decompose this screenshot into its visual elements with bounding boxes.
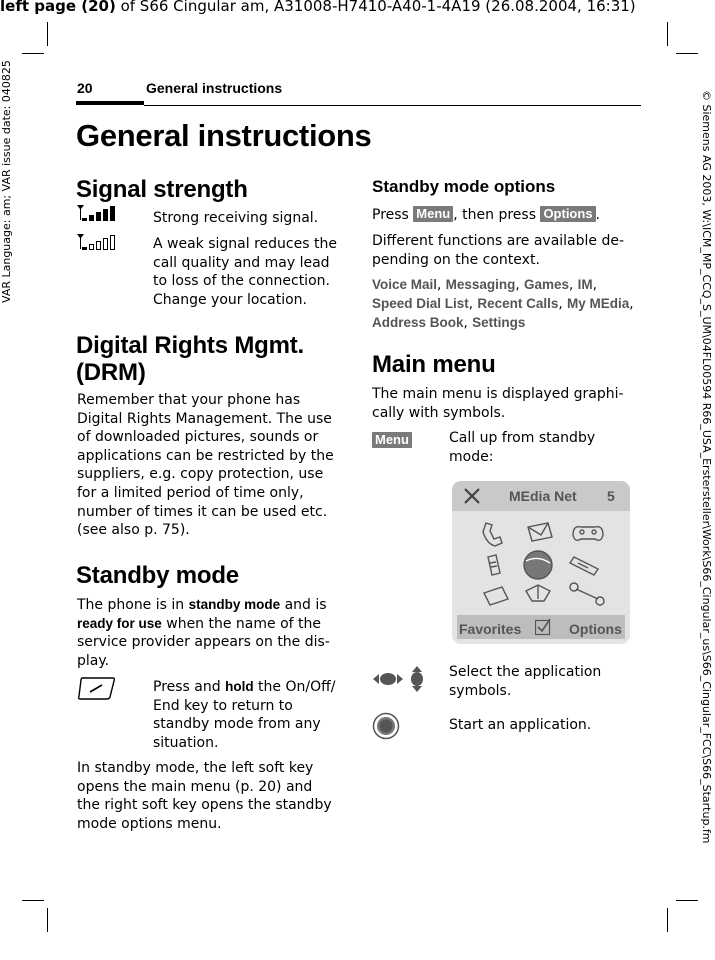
softkey-line: In standby mode, the left soft key — [77, 760, 314, 776]
page-title: General instructions — [76, 118, 372, 153]
end-key-line: the On/Off/ — [253, 679, 336, 695]
header-rule — [144, 105, 641, 106]
side-right-text: © Siemens AG 2003, W:\ICM_MP_CCQ_S_UM\04FL00594 R66_USA_Erstersteller\Work\S66_Cingular_us\S66_Cingular_FCC\S66_Startup.fm — [700, 90, 713, 844]
end-key-line: Press and — [153, 679, 226, 695]
drm-line: number of times it can be used etc. — [77, 503, 328, 520]
crop-mark — [22, 53, 44, 54]
softkey-right-label: Options — [569, 621, 622, 637]
side-left-text: VAR Language: am; VAR issue date: 040825 — [0, 60, 13, 303]
games-icon — [573, 527, 603, 541]
option-item: Voice Mail — [372, 277, 438, 292]
standby-text: service provider appears on the dis- — [77, 634, 330, 651]
messages-icon — [528, 523, 552, 541]
signal-weak-icon — [77, 234, 117, 250]
ready-term: ready for use — [77, 615, 162, 631]
softkey-line: mode options menu. — [77, 815, 222, 832]
press-text: . — [595, 207, 600, 223]
page-header-title: General instructions — [146, 80, 283, 96]
end-key-line: End key to return to — [153, 697, 293, 714]
end-key-line: standby mode from any — [153, 716, 321, 733]
drm-line: for a limited period of time only, — [77, 484, 304, 501]
hold-term: hold — [225, 679, 254, 694]
softkey-line: opens the main menu (p. 20) and — [77, 778, 313, 795]
standby-heading: Standby mode — [76, 562, 239, 589]
call-up-line: mode: — [449, 448, 494, 465]
end-key-text — [153, 678, 335, 752]
start-app-text: Start an application. — [449, 717, 592, 733]
joystick-press-icon — [372, 712, 400, 740]
crop-mark — [667, 22, 668, 46]
option-item: Recent Calls — [477, 295, 559, 311]
crop-mark — [667, 908, 668, 932]
press-text: , then press — [453, 207, 541, 223]
press-text: Press — [372, 207, 414, 223]
signal-strong-text: Strong receiving signal. — [153, 210, 319, 226]
screen-number: 5 — [607, 488, 615, 504]
drm-heading — [76, 332, 304, 386]
end-key-icon — [77, 676, 117, 701]
drm-line: (see also p. 75). — [77, 522, 190, 539]
option-item: Address Book — [372, 314, 464, 330]
select-text — [449, 663, 601, 700]
standby-options-heading: Standby mode options — [372, 177, 556, 196]
address-book-icon — [526, 585, 550, 601]
main-menu-heading: Main menu — [372, 351, 496, 378]
phone-screen — [452, 481, 630, 644]
standby-body — [77, 596, 330, 670]
options-key: Options — [540, 206, 595, 222]
standby-text: when the name of the — [161, 615, 322, 632]
crop-mark — [47, 22, 48, 46]
drm-line: of downloaded pictures, sounds or — [77, 429, 319, 446]
crop-mark — [676, 900, 698, 901]
settings-phone-icon — [488, 555, 500, 575]
call-up-line: Call up from standby — [449, 430, 596, 446]
option-item: My MEdia — [567, 295, 630, 311]
softkey-line: the right soft key opens the standby — [77, 797, 332, 814]
drm-heading-line: (DRM) — [76, 359, 146, 386]
phone-icon — [483, 523, 502, 546]
signal-strong-icon — [77, 205, 117, 221]
press-menu-line — [372, 206, 600, 225]
desc-line: The main menu is displayed graphi- — [372, 386, 624, 402]
option-item: Games — [524, 277, 570, 292]
main-menu-desc — [372, 385, 624, 422]
navigation-key-icon — [372, 665, 428, 693]
drm-heading-line: Digital Rights Mgmt. — [76, 332, 304, 359]
option-item: IM — [577, 277, 593, 292]
header-rule-thick — [76, 101, 144, 105]
drm-body — [77, 391, 334, 540]
crop-mark — [676, 53, 698, 54]
softkey-text — [77, 759, 332, 833]
wrench-icon — [570, 583, 604, 605]
drm-line: applications can be restricted by the — [77, 447, 334, 464]
desc-line: Different functions are available de- — [372, 233, 625, 249]
end-key-line: situation. — [153, 734, 219, 751]
menu-key-marker — [372, 430, 412, 449]
print-header-page: left page (20) — [0, 0, 116, 15]
standby-term: standby mode — [188, 597, 281, 612]
print-header-file: of S66 Cingular am, A31008-H7410-A40-1-4A19 (26.08.2004, 16:31) — [115, 0, 636, 15]
menu-key: Menu — [372, 432, 412, 448]
print-header — [0, 0, 715, 15]
menu-icon-grid — [474, 517, 614, 615]
drm-line: Digital Rights Management. The use — [77, 410, 332, 427]
call-up-text — [449, 429, 595, 466]
checkmark-icon — [535, 617, 551, 636]
drm-line: suppliers, e.g. copy protection, use — [77, 466, 324, 483]
screen-title: MEdia Net — [509, 488, 577, 504]
softkey-left-label: Favorites — [459, 621, 522, 637]
crop-mark — [47, 908, 48, 932]
option-item: Messaging — [445, 277, 516, 292]
crop-mark — [22, 900, 44, 901]
standby-text: The phone is in — [77, 597, 189, 613]
standby-text: play. — [77, 652, 110, 669]
standby-options-desc — [372, 232, 624, 269]
standby-text: and is — [280, 597, 327, 613]
select-line: Select the application — [449, 664, 602, 680]
option-item: Speed Dial List — [372, 295, 469, 311]
signal-weak-text: A weak signal reduces the call quality and may lead to loss of the connection. Change your location. — [153, 236, 337, 308]
media-net-icon — [524, 551, 552, 579]
organizer-icon — [570, 557, 598, 575]
drm-line: Remember that your phone has — [77, 392, 301, 408]
tools-icon — [462, 486, 482, 506]
page-number: 20 — [77, 80, 93, 96]
desc-line: pending on the context. — [372, 251, 540, 268]
option-item: Settings — [472, 314, 526, 330]
folder-icon — [484, 587, 508, 605]
signal-heading: Signal strength — [76, 176, 248, 203]
select-line: symbols. — [449, 682, 512, 699]
desc-line: cally with symbols. — [372, 404, 506, 421]
menu-key: Menu — [413, 206, 453, 222]
standby-options-list: Voice Mail, Messaging, Games, IM, Speed Dial List, Recent Calls, My MEdia, Address Book, Settings — [372, 277, 634, 331]
